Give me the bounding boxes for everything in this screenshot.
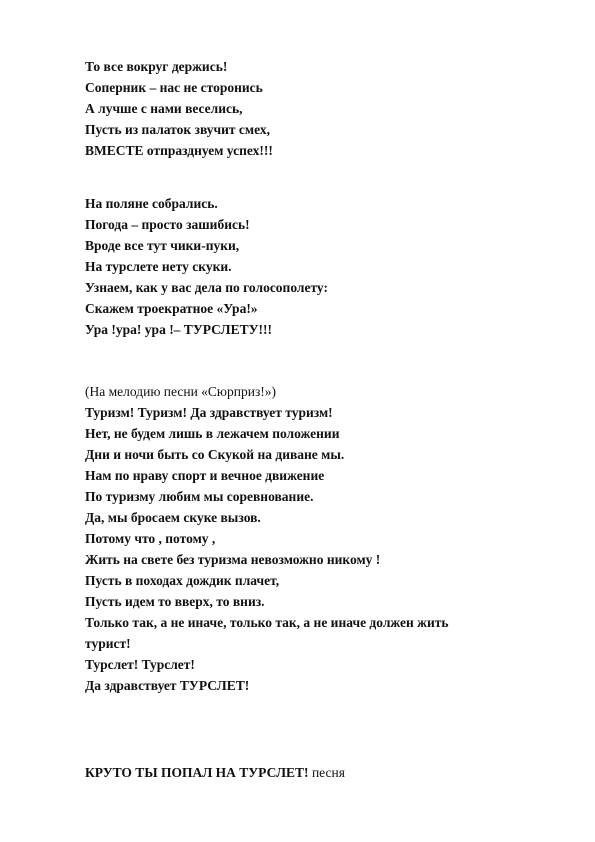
verse-line: Соперник – нас не сторонись — [85, 80, 263, 95]
verse-line: Пусть из палаток звучит смех, — [85, 122, 270, 137]
song-line: Пусть в походах дождик плачет, — [85, 573, 280, 588]
verse-line: Вроде все тут чики-пуки, — [85, 238, 240, 253]
song-line: Потому что , потому , — [85, 531, 216, 546]
verse-line: А лучше с нами веселись, — [85, 101, 243, 116]
verse-line: На поляне собрались. — [85, 196, 218, 211]
verse-line: Погода – просто зашибись! — [85, 217, 250, 232]
song-line: Нам по нраву спорт и вечное движение — [85, 468, 325, 483]
verse-line: ВМЕСТЕ отпразднуем успех!!! — [85, 143, 273, 158]
verse-line: То все вокруг держись! — [85, 59, 228, 74]
song-line: турист! — [85, 636, 131, 651]
verse-line: Узнаем, как у вас дела по голосополету: — [85, 280, 328, 295]
song-line: По туризму любим мы соревнование. — [85, 489, 314, 504]
song-line: Да здравствует ТУРСЛЕТ! — [85, 678, 250, 693]
footer-title — [85, 762, 555, 783]
song-line: Только так, а не иначе, только так, а не иначе должен жить — [85, 615, 449, 630]
melody-note: (На мелодию песни «Сюрприз!») — [85, 384, 277, 399]
section-title — [85, 762, 555, 783]
song-line: Да, мы бросаем скуке вызов. — [85, 510, 261, 525]
song-line: Дни и ночи быть со Скукой на диване мы. — [85, 447, 345, 462]
song-line: Туризм! Туризм! Да здравствует туризм! — [85, 405, 333, 420]
section-title-suffix: песня — [308, 765, 345, 780]
song-line: Жить на свете без туризма невозможно никому ! — [85, 552, 381, 567]
song-line: Пусть идем то вверх, то вниз. — [85, 594, 265, 609]
verse-line: Скажем троекратное «Ура!» — [85, 301, 258, 316]
song-block — [85, 381, 555, 696]
song-line: Нет, не будем лишь в лежачем положении — [85, 426, 340, 441]
verse-line: На турслете нету скуки. — [85, 259, 232, 274]
verse-line: Ура !ура! ура !– ТУРСЛЕТУ!!! — [85, 322, 273, 337]
song-line: Турслет! Турслет! — [85, 657, 195, 672]
verse-2 — [85, 193, 555, 340]
verse-1 — [85, 56, 555, 161]
section-title-bold: КРУТО ТЫ ПОПАЛ НА ТУРСЛЕТ! — [85, 765, 309, 780]
